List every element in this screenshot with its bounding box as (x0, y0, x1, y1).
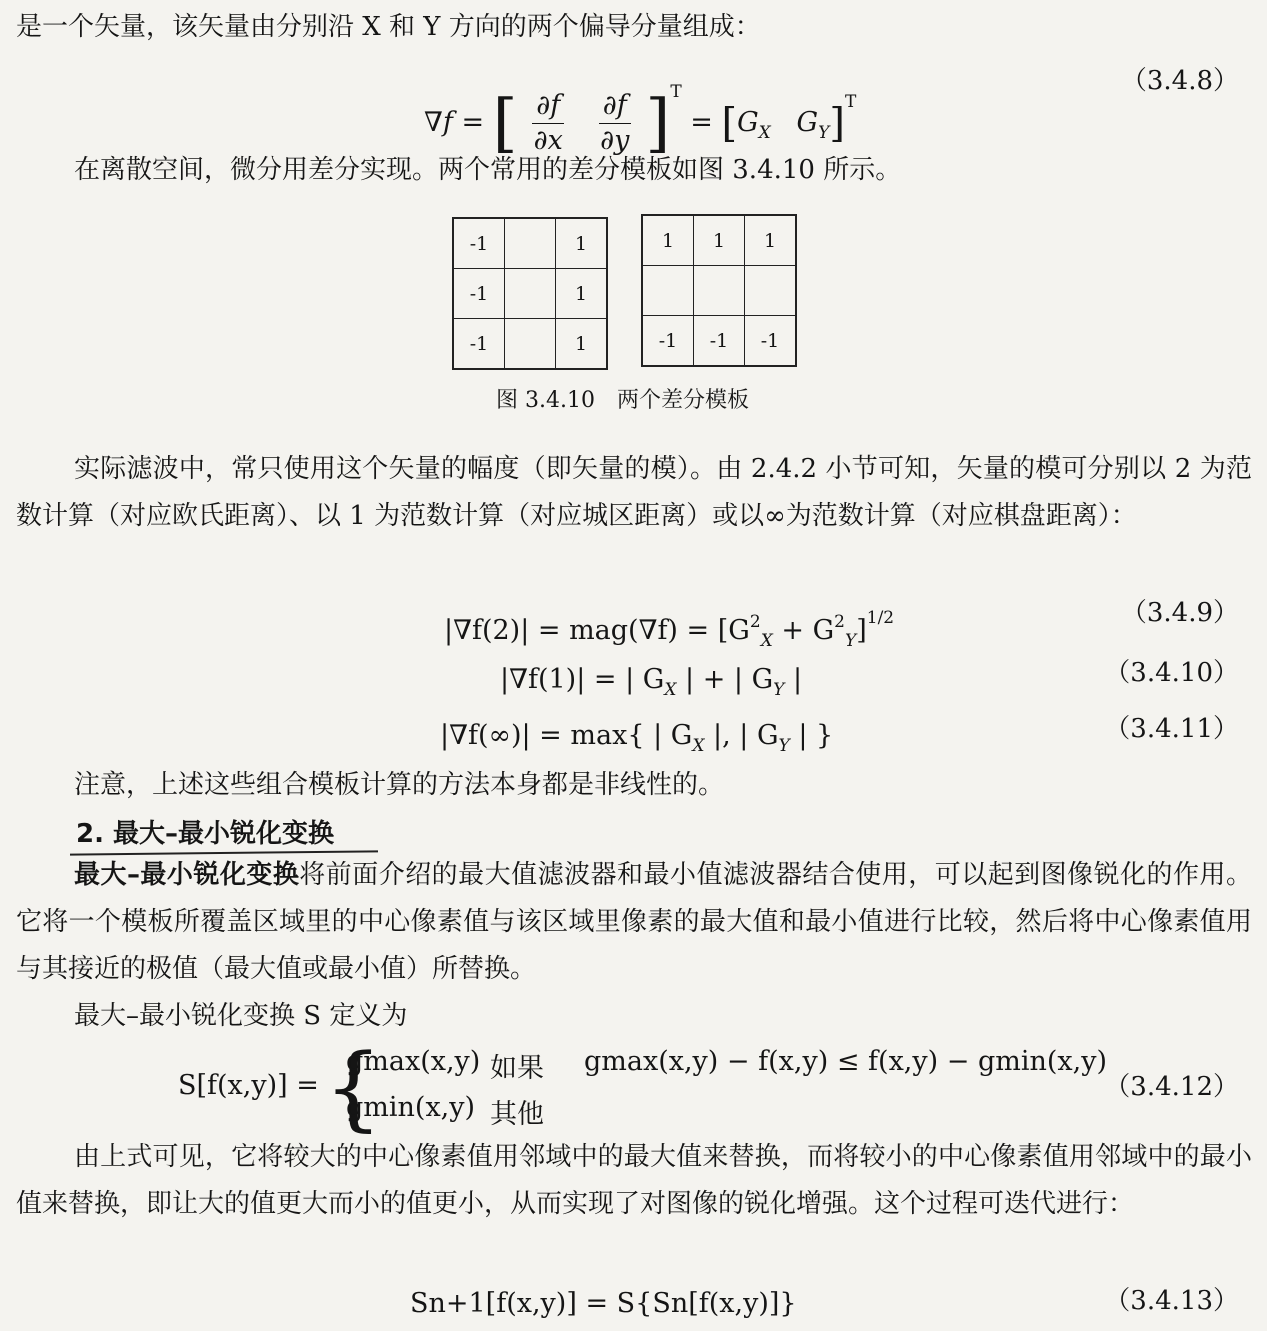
subscript-x: X (760, 631, 773, 651)
eq-text: | (784, 664, 803, 695)
left-bracket: [ (492, 86, 518, 161)
case-1-condition: gmax(x,y) − f(x,y) ≤ f(x,y) − gmin(x,y) (584, 1046, 1107, 1077)
right-bracket: ] (829, 100, 845, 147)
subscript-y: Y (818, 123, 830, 143)
subscript-x: X (692, 736, 705, 756)
equation-number-3-4-12: （3.4.12） (1104, 1072, 1239, 1102)
paragraph-iteration: 由上式可见，它将较大的中心像素值用邻域中的最大值来替换，而将较小的中心像素值用邻域中的最小值来替换，即让大的值更大而小的值更小，从而实现了对图像的锐化增强。这个过程可迭代进行： (16, 1142, 1252, 1219)
equation-number-3-4-9: （3.4.9） (1120, 598, 1239, 628)
paragraph-difference: 在离散空间，微分用差分实现。两个常用的差分模板如图 3.4.10 所示。 (74, 155, 902, 185)
superscript-2: 2 (749, 612, 761, 632)
equation-number-3-4-13: （3.4.13） (1104, 1286, 1239, 1316)
case-2-value: gmin(x,y) (346, 1092, 476, 1123)
template-cell (642, 266, 694, 316)
template-cell: 1 (556, 218, 608, 269)
equation-number-3-4-11: （3.4.11） (1104, 714, 1239, 744)
subscript-y: Y (778, 736, 790, 756)
template-cell (694, 266, 745, 316)
template-cell (505, 319, 556, 370)
eq-text: | + | G (676, 664, 774, 695)
template-row (453, 319, 607, 370)
figure-caption: 图 3.4.10 两个差分模板 (496, 388, 749, 413)
exponent-half: 1/2 (866, 608, 895, 628)
template-cell: 1 (642, 215, 694, 266)
eq-text: |, | G (704, 720, 779, 751)
template-cell: -1 (745, 316, 797, 367)
subscript-x: X (758, 123, 771, 143)
equation-3-4-10 (500, 660, 802, 710)
bold-term: 最大–最小锐化变换 (74, 860, 300, 890)
template-cell: -1 (453, 319, 505, 370)
gx-symbol: G (737, 107, 759, 138)
equation-number-3-4-10: （3.4.10） (1104, 658, 1239, 688)
section-heading: 2. 最大–最小锐化变换 (76, 819, 335, 849)
case-1-if: 如果 (490, 1053, 544, 1084)
left-bracket: [ (721, 100, 738, 147)
template-right (641, 214, 797, 367)
template-row (453, 218, 607, 269)
equals-sign: = (461, 107, 485, 138)
equals-sign: = (690, 107, 713, 138)
transpose-mark: T (670, 82, 682, 102)
eq-text: | } (789, 720, 834, 751)
template-cell: -1 (694, 316, 745, 367)
denominator: ∂y (600, 125, 630, 156)
equation-3-4-11 (440, 716, 833, 766)
equation-3-4-8 (424, 72, 857, 161)
template-cell: 1 (745, 215, 797, 266)
template-cell (505, 269, 556, 319)
template-cell: 1 (556, 269, 608, 319)
template-cell: 1 (694, 215, 745, 266)
right-bracket: ] (645, 86, 671, 161)
template-cell: -1 (453, 218, 505, 269)
nabla-f: ∇f (424, 107, 453, 138)
eq-text: |∇f(∞)| = max{ | G (440, 720, 693, 751)
template-cell: 1 (556, 319, 608, 370)
subscript-y: Y (773, 680, 785, 700)
template-row (642, 316, 796, 367)
template-cell (505, 218, 556, 269)
template-row (453, 269, 607, 319)
paragraph-intro: 是一个矢量，该矢量由分别沿 X 和 Y 方向的两个偏导分量组成： (16, 12, 761, 42)
template-row (642, 215, 796, 266)
case-1-value: gmax(x,y) (346, 1046, 481, 1077)
equation-number-3-4-8: （3.4.8） (1120, 66, 1239, 96)
eq-text: |∇f(1)| = | G (500, 664, 665, 695)
paragraph-transform-def: 最大–最小锐化变换 S 定义为 (74, 1001, 408, 1031)
transpose-mark: T (844, 92, 857, 112)
template-cell: -1 (453, 269, 505, 319)
equation-3-4-13: Sn+1[f(x,y)] = S{Sn[f(x,y)]} (410, 1288, 797, 1319)
case-2-else: 其他 (490, 1099, 544, 1130)
right-bracket: ] (856, 615, 867, 646)
paragraph-definition (16, 852, 1252, 993)
denominator: ∂x (533, 125, 563, 156)
equation-3-4-9 (444, 598, 894, 661)
paragraph-text: 将前面介绍的最大值滤波器和最小值滤波器结合使用，可以起到图像锐化的作用。它将一个模板所覆盖区域里的中心像素值与该区域里像素的最大值和最小值进行比较，然后将中心像素值用与其接近的极值（最大值或最小值）所替换。 (16, 860, 1252, 984)
template-left (452, 217, 608, 370)
numerator: ∂f (599, 89, 631, 124)
template-cell (745, 266, 797, 316)
subscript-y: Y (844, 631, 857, 651)
template-cell: -1 (642, 316, 694, 367)
eq-text: |∇f(2)| = mag(∇f) = [G (444, 615, 750, 646)
paragraph-magnitude: 实际滤波中，常只使用这个矢量的幅度（即矢量的模）。由 2.4.2 小节可知，矢量的模可分别以 2 为范数计算（对应欧氏距离）、以 1 为范数计算（对应城区距离）或以∞为范数计算（对应棋盘距离）： (16, 454, 1252, 531)
gy-symbol: G (796, 107, 819, 138)
template-row (642, 266, 796, 316)
left-brace: { (324, 1034, 383, 1141)
subscript-x: X (664, 680, 677, 700)
equation-3-4-12-lhs: S[f(x,y)] = (178, 1070, 319, 1101)
eq-text: + G (772, 615, 835, 646)
paragraph-nonlinear: 注意，上述这些组合模板计算的方法本身都是非线性的。 (74, 770, 725, 800)
numerator: ∂f (532, 89, 564, 124)
superscript-2: 2 (834, 612, 845, 632)
